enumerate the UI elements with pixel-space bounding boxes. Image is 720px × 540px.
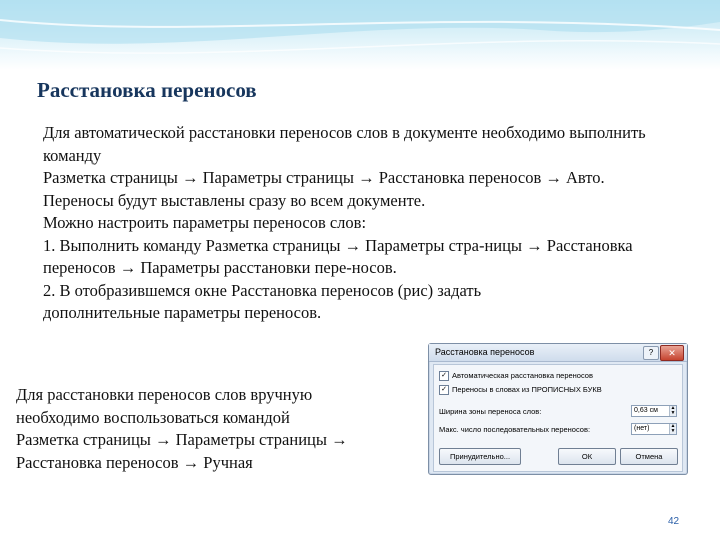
help-button[interactable]: ?	[643, 346, 659, 360]
manual-hyphenation-text	[16, 384, 416, 474]
dialog-body	[433, 364, 683, 472]
main-text	[43, 122, 683, 325]
paragraph-step-2: 2. В отобразившемся окне Расстановка переносов (рис) задать дополнительные параметры переносов.	[43, 280, 482, 322]
paragraph-auto-intro: Для автоматической расстановки переносов слов в документе необходимо выполнить команду	[43, 123, 646, 165]
zone-width-spinner-icon[interactable]: ▲ ▼	[670, 405, 676, 416]
forced-button[interactable]: Принудительно...	[439, 448, 521, 465]
dialog-title: Расстановка переносов	[435, 347, 535, 357]
caps-hyphen-label: Переносы в словах из ПРОПИСНЫХ БУКВ	[452, 385, 602, 394]
caps-hyphen-checkbox[interactable]: ✓	[439, 385, 449, 395]
consecutive-spinner-icon[interactable]: ▲ ▼	[670, 423, 676, 434]
slide-title: Расстановка переносов	[37, 78, 257, 102]
auto-hyphen-option[interactable]	[439, 370, 593, 381]
cancel-button[interactable]: Отмена	[620, 448, 678, 465]
paragraph-manual-intro: Для расстановки переносов слов вручную необходимо воспользоваться командой	[16, 385, 313, 427]
auto-hyphen-checkbox[interactable]: ✓	[439, 371, 449, 381]
zone-width-input[interactable]	[631, 405, 677, 417]
paragraph-settings-intro: Можно настроить параметры переносов слов:	[43, 213, 367, 232]
page-number: 42	[668, 516, 680, 527]
consecutive-label: Макс. число последовательных переносов:	[439, 424, 591, 434]
ok-button[interactable]: ОК	[558, 448, 616, 465]
hyphenation-dialog	[428, 343, 688, 475]
zone-width-label: Ширина зоны переноса слов:	[439, 406, 542, 416]
consecutive-input[interactable]	[631, 423, 677, 435]
zone-width-row	[439, 405, 677, 417]
header-wave-decoration	[0, 0, 720, 75]
consecutive-row	[439, 423, 677, 435]
paragraph-auto-command: Разметка страницы → Параметры страницы → Расстановка переносов → Авто.	[43, 168, 605, 187]
auto-hyphen-label: Автоматическая расстановка переносов	[452, 371, 593, 380]
paragraph-whole-document: Переносы будут выставлены сразу во всем документе.	[43, 190, 426, 210]
paragraph-manual-command: Разметка страницы → Параметры страницы → Расстановка переносов → Ручная	[16, 430, 348, 472]
caps-hyphen-option[interactable]	[439, 384, 602, 395]
paragraph-step-1: 1. Выполнить команду Разметка страницы → Параметры стра-ницы → Расстановка переносов → Параметры расстановки пере-носов.	[43, 235, 633, 277]
zone-width-value: 0,63 см	[634, 407, 658, 414]
dialog-titlebar	[429, 344, 687, 362]
close-button[interactable]: ✕	[660, 345, 684, 361]
consecutive-value: (нет)	[634, 425, 650, 432]
